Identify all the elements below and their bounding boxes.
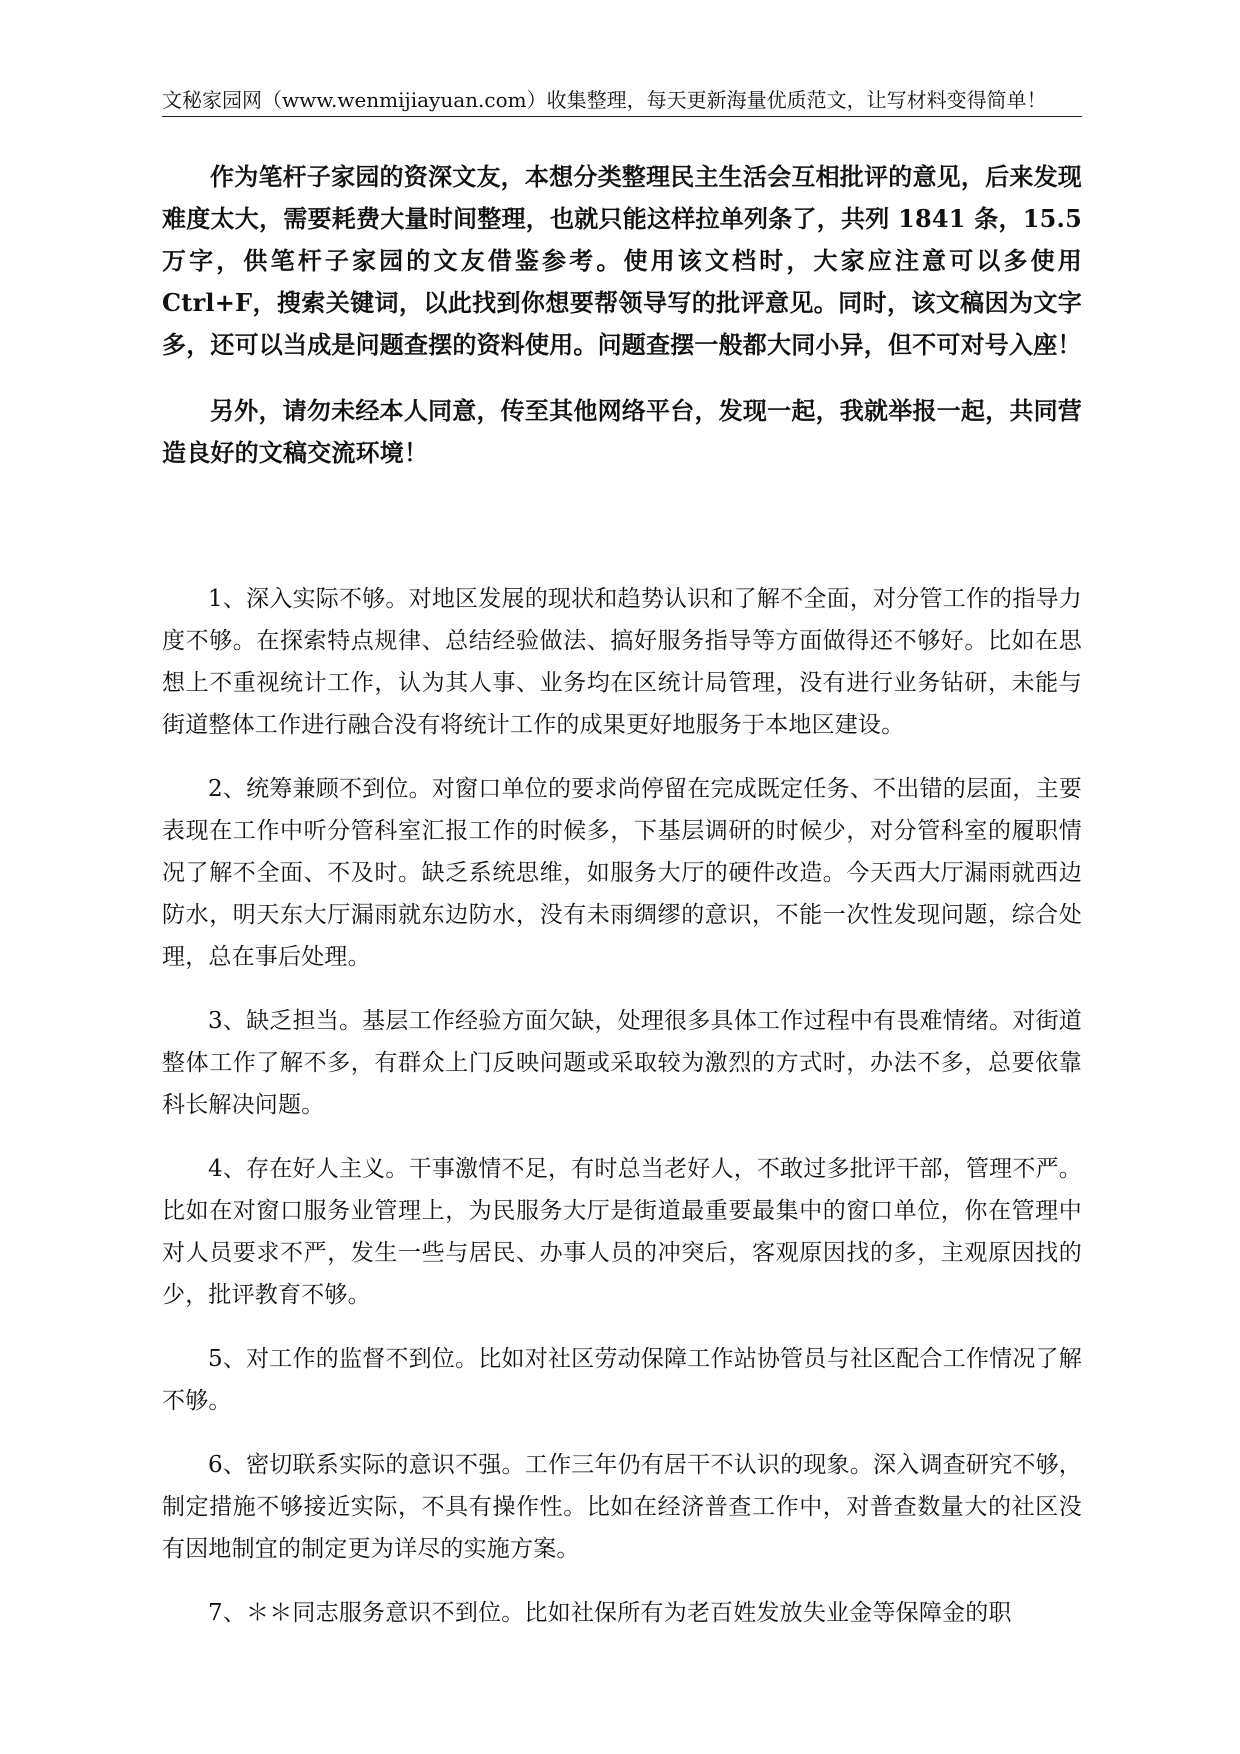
document-body	[162, 156, 1082, 1656]
page-header: 文秘家园网（www.wenmijiayuan.com）收集整理，每天更新海量优质范文，让写材料变得简单！	[162, 88, 1047, 112]
list-item: 1、深入实际不够。对地区发展的现状和趋势认识和了解不全面，对分管工作的指导力度不够。在探索特点规律、总结经验做法、搞好服务指导等方面做得还不够好。比如在思想上不重视统计工作，认为其人事、业务均在区统计局管理，没有进行业务钻研，未能与街道整体工作进行融合没有将统计工作的成果更好地服务于本地区建设。	[162, 586, 1082, 738]
header-divider	[162, 116, 1082, 117]
list-item: 6、密切联系实际的意识不强。工作三年仍有居干不认识的现象。深入调查研究不够，制定措施不够接近实际，不具有操作性。比如在经济普查工作中，对普查数量大的社区没有因地制宜的制定更为详尽的实施方案。	[162, 1452, 1082, 1562]
list-item: 7、＊＊同志服务意识不到位。比如社保所有为老百姓发放失业金等保障金的职	[208, 1600, 1012, 1626]
intro-paragraph: 作为笔杆子家园的资深文友，本想分类整理民主生活会互相批评的意见，后来发现难度太大，需要耗费大量时间整理，也就只能这样拉单列条了，共列 1841 条，15.5 万字，供笔杆子家园的文友借鉴参考。使用该文档时，大家应注意可以多使用 Ctrl+F，搜索关键词，以此找到你想要帮领导写的批评意见。同时，该文稿因为文字多，还可以当成是问题查摆的资料使用。问题查摆一般都大同小异，但不可对号入座！	[162, 162, 1082, 359]
intro-paragraph: 另外，请勿未经本人同意，传至其他网络平台，发现一起，我就举报一起，共同营造良好的文稿交流环境！	[162, 396, 1082, 467]
criticism-list	[162, 578, 1082, 1634]
list-item: 3、缺乏担当。基层工作经验方面欠缺，处理很多具体工作过程中有畏难情绪。对街道整体工作了解不多，有群众上门反映问题或采取较为激烈的方式时，办法不多，总要依靠科长解决问题。	[162, 1008, 1082, 1118]
intro-section	[162, 156, 1082, 474]
list-item: 4、存在好人主义。干事激情不足，有时总当老好人，不敢过多批评干部，管理不严。比如在对窗口服务业管理上，为民服务大厅是街道最重要最集中的窗口单位，你在管理中对人员要求不严，发生一些与居民、办事人员的冲突后，客观原因找的多，主观原因找的少，批评教育不够。	[162, 1156, 1082, 1308]
list-item: 2、统筹兼顾不到位。对窗口单位的要求尚停留在完成既定任务、不出错的层面，主要表现在工作中听分管科室汇报工作的时候多，下基层调研的时候少，对分管科室的履职情况了解不全面、不及时。缺乏系统思维，如服务大厅的硬件改造。今天西大厅漏雨就西边防水，明天东大厅漏雨就东边防水，没有未雨绸缪的意识，不能一次性发现问题，综合处理，总在事后处理。	[162, 776, 1082, 970]
list-item: 5、对工作的监督不到位。比如对社区劳动保障工作站协管员与社区配合工作情况了解不够。	[162, 1346, 1082, 1414]
